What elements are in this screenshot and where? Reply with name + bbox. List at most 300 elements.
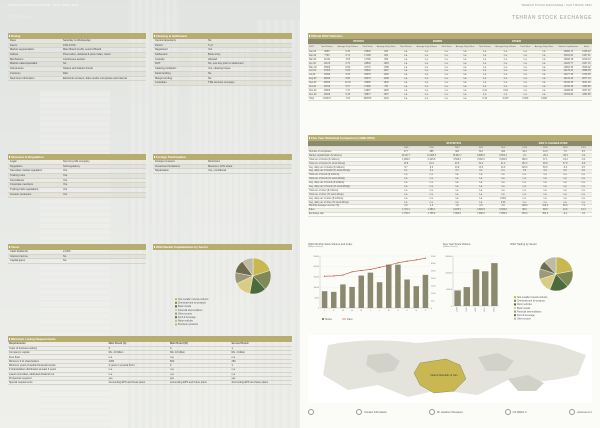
table-cell: n.a. bbox=[477, 93, 493, 97]
table-cell: 2,225.8 bbox=[419, 158, 445, 162]
table-cell: 12390 bbox=[319, 73, 335, 77]
table-cell: n.a. bbox=[393, 197, 419, 201]
table-cell: Jan-02 bbox=[308, 50, 319, 54]
table-cell: Jul-02 bbox=[308, 73, 319, 77]
table-cell: Total val. of other (% stock-M/cap) bbox=[308, 193, 393, 197]
table-cell: -8.8 bbox=[575, 162, 592, 166]
table-cell: 277 bbox=[393, 150, 419, 154]
table-cell: n.a. bbox=[532, 81, 556, 85]
table-cell: n.a. bbox=[575, 197, 592, 201]
item-value: Yes, clearing house bbox=[208, 67, 231, 71]
legend-label: Basic metals bbox=[178, 306, 192, 309]
table-cell: n.a. bbox=[393, 189, 419, 193]
item-label: Trading rules bbox=[10, 174, 26, 178]
table-cell: n.a. bbox=[493, 81, 519, 85]
bar bbox=[349, 287, 355, 308]
clearing-section bbox=[153, 33, 292, 86]
legend-swatch bbox=[175, 302, 177, 304]
table-cell: 12477.39 bbox=[556, 73, 581, 77]
item-value: 9:00-12:00 bbox=[63, 43, 76, 47]
item-value: Yes bbox=[63, 174, 68, 178]
item-label: Custodian bbox=[155, 81, 167, 85]
table-cell: 12.6 bbox=[556, 208, 575, 212]
five-year-volume-chart bbox=[443, 248, 503, 328]
table-cell: Dec-02 bbox=[308, 93, 319, 97]
foreign-rows bbox=[153, 160, 292, 174]
table-cell: 12.6 bbox=[535, 150, 556, 154]
table-cell: n.a. bbox=[444, 201, 470, 205]
table-cell: -38.3 bbox=[556, 154, 575, 158]
legend-label: Non-metallic mineral products bbox=[517, 297, 548, 299]
table-cell: 250 bbox=[231, 359, 292, 363]
item-value: Yes bbox=[63, 188, 68, 192]
column-header: Total Value bbox=[520, 46, 531, 48]
table-cell: n.a. bbox=[470, 197, 492, 201]
table-cell: -0.1 bbox=[575, 212, 592, 216]
table-cell: n.a. bbox=[440, 50, 453, 54]
table-cell: n.a. bbox=[453, 85, 477, 89]
table-cell: n.a. bbox=[398, 50, 414, 54]
table-cell: 16.0 bbox=[419, 162, 445, 166]
table-cell: Accounting EPS and future plans bbox=[231, 381, 292, 385]
legend-label: Chemicals and by-products bbox=[517, 300, 545, 303]
table-cell: 7,960.0 bbox=[444, 212, 470, 216]
table-cell: 13,908.6 bbox=[419, 154, 445, 158]
table-cell: 9,888.9 bbox=[470, 154, 492, 158]
table-cell: 0.1 bbox=[470, 169, 492, 173]
table-cell: 0.0 bbox=[556, 169, 575, 173]
table-cell: n.a. bbox=[231, 355, 292, 359]
table-cell: n.a. bbox=[556, 193, 575, 197]
table-cell: -29.2 bbox=[535, 154, 556, 158]
item-label: Market maker/specialist bbox=[10, 62, 38, 66]
table-cell: n.a. bbox=[440, 81, 453, 85]
market-cap-section bbox=[153, 244, 292, 331]
table-cell: n.a. bbox=[535, 189, 556, 193]
contact-name: Mr. Hashem Moussavi bbox=[436, 410, 463, 414]
table-cell: 5.27 bbox=[335, 85, 361, 89]
table-cell: 3041.06 bbox=[582, 82, 591, 85]
index-point bbox=[370, 269, 371, 270]
five-year-section bbox=[308, 135, 592, 217]
x-tick-label: J bbox=[379, 310, 381, 312]
table-cell: n.a. bbox=[532, 77, 556, 81]
table-cell: n.a. bbox=[493, 62, 519, 66]
table-cell: 0.02 bbox=[493, 89, 519, 93]
table-row bbox=[308, 212, 592, 216]
table-cell: n.a. bbox=[519, 54, 532, 58]
table-cell: n.a. bbox=[532, 54, 556, 58]
table-cell: 3.55 bbox=[335, 58, 361, 62]
item-label: Margin lending bbox=[155, 76, 173, 80]
legend-swatch bbox=[175, 323, 177, 325]
table-cell: 12706.50 bbox=[556, 85, 581, 89]
table-cell: n.a. bbox=[231, 372, 292, 376]
contact-name-item bbox=[429, 409, 463, 415]
table-cell: n.a. bbox=[453, 73, 477, 77]
map-label: Islamic Republic of Iran bbox=[430, 374, 458, 377]
column-header: Total Volume bbox=[399, 46, 412, 48]
y-tick-label: 5000 bbox=[314, 297, 319, 300]
item-label: Interest income bbox=[10, 254, 28, 258]
table-cell: n.a. bbox=[519, 89, 532, 93]
table-cell: 17000 bbox=[319, 69, 335, 73]
table-cell: n.a. bbox=[414, 81, 440, 85]
table-cell: n.a. bbox=[453, 69, 477, 73]
table-cell: 3 bbox=[108, 346, 169, 350]
table-cell: 14.4 bbox=[575, 208, 592, 212]
table-cell: n.a. bbox=[556, 181, 575, 185]
table-cell bbox=[556, 97, 581, 101]
table-cell: 0.0 bbox=[514, 169, 535, 173]
contact-web-link[interactable]: www.tse.or.ir bbox=[577, 410, 592, 414]
column-header: Main Board (B) bbox=[169, 342, 230, 346]
column-header: Total Volume bbox=[320, 46, 333, 48]
table-cell: 100.0 bbox=[535, 204, 556, 208]
table-cell: 8.65 bbox=[335, 66, 361, 70]
table-cell: 3,598.2 bbox=[444, 158, 470, 162]
table-cell: 0.0 bbox=[575, 169, 592, 173]
bar bbox=[377, 282, 383, 308]
table-cell: 12179.41 bbox=[556, 69, 581, 73]
table-cell: 1434 bbox=[374, 97, 398, 101]
table-cell: Apr-02 bbox=[308, 62, 319, 66]
chart-subtitle: (Million shares) bbox=[308, 246, 323, 248]
table-cell: Mar-02 bbox=[308, 58, 319, 62]
bar bbox=[464, 287, 470, 306]
item-value: Book entry bbox=[208, 53, 221, 57]
table-cell: Total bbox=[308, 97, 319, 101]
item-value: Price index, dividend & price index, return bbox=[63, 53, 111, 57]
table-cell: 8.80 bbox=[335, 77, 361, 81]
table-cell: 15,981.7 bbox=[444, 154, 470, 158]
table-cell: n.a. bbox=[440, 66, 453, 70]
table-cell: n.a. bbox=[419, 201, 445, 205]
column-header: Requirements bbox=[8, 342, 108, 346]
legend-label: Chemicals and by-products bbox=[178, 302, 206, 305]
index-point bbox=[406, 261, 407, 262]
table-cell: 1,781.1 bbox=[393, 208, 419, 212]
table-cell: n.a. bbox=[231, 368, 292, 372]
legend-swatch bbox=[514, 296, 516, 298]
table-cell: n.a. bbox=[398, 85, 414, 89]
table-cell: 14.8 bbox=[444, 166, 470, 170]
table-cell: 180.0 bbox=[514, 158, 535, 162]
y-tick-label: 0 bbox=[450, 305, 452, 308]
table-cell: n.a. bbox=[477, 81, 493, 85]
table-cell: n.a. bbox=[519, 77, 532, 81]
table-cell: # shareholders distribution at least 3 years bbox=[8, 368, 108, 372]
index-point bbox=[388, 265, 389, 266]
table-cell: n.a. bbox=[493, 58, 519, 62]
index-point bbox=[342, 274, 343, 275]
column-header: Average Daily Volume bbox=[493, 44, 519, 50]
index-point bbox=[361, 270, 362, 271]
x-tick-label: 2002 bbox=[493, 307, 496, 312]
table-cell: 23803 bbox=[361, 50, 374, 54]
table-cell: 12786 bbox=[361, 58, 374, 62]
official-stats-section bbox=[308, 33, 592, 101]
table-cell: 17198 bbox=[361, 54, 374, 58]
section-title: Five Year Statistical Comparison (1998-2002) bbox=[308, 135, 592, 141]
table-cell: n.a. bbox=[414, 73, 440, 77]
table-cell: n.a. bbox=[519, 73, 532, 77]
table-cell: n.a. bbox=[477, 54, 493, 58]
table-cell: 2,978.1 bbox=[444, 208, 470, 212]
table-cell: n.a. bbox=[535, 177, 556, 181]
table-cell: Exchange rate bbox=[308, 212, 393, 216]
table-cell: n.a. bbox=[492, 185, 514, 189]
item-label: Capital gains bbox=[10, 259, 25, 263]
table-cell: 16.2 bbox=[514, 150, 535, 154]
bar bbox=[322, 291, 328, 308]
list-item bbox=[153, 169, 292, 174]
legend-label: Financial intermediation bbox=[517, 311, 542, 314]
x-tick-label: 2000 bbox=[475, 307, 477, 312]
y2-tick-label: 3000 bbox=[431, 263, 436, 266]
list-item bbox=[153, 81, 292, 86]
table-cell: 3352.58 bbox=[582, 93, 591, 96]
section-title: Structure & Regulation bbox=[8, 154, 146, 160]
table-cell: 0.9 bbox=[393, 204, 419, 208]
table-cell: n.a. bbox=[398, 89, 414, 93]
table-cell: 2596.25 bbox=[582, 70, 591, 73]
table-cell: Total val. of stocks (% stock-M/cap) bbox=[308, 162, 393, 166]
table-cell: Special requirements bbox=[8, 381, 108, 385]
table-cell: 0.00 bbox=[492, 201, 514, 205]
table-cell: 9,853.4 bbox=[492, 154, 514, 158]
x-tick-label: J bbox=[324, 310, 326, 312]
taxes-section bbox=[8, 244, 146, 264]
table-cell: 2,929.9 bbox=[470, 208, 492, 212]
table-cell: 187.0 bbox=[514, 162, 535, 166]
table-cell: n.a. bbox=[532, 93, 556, 97]
item-label: Real time information bbox=[10, 76, 35, 80]
column-header: Total Value bbox=[362, 46, 373, 48]
column-header: Second Board bbox=[231, 342, 292, 346]
table-cell: 0.006 bbox=[532, 97, 556, 101]
group-header: OTHER bbox=[477, 39, 556, 44]
table-cell: 7.64 bbox=[335, 97, 361, 101]
table-cell: n.a. bbox=[556, 197, 575, 201]
item-value: Allowed bbox=[208, 57, 218, 61]
section-title: Taxes bbox=[8, 244, 146, 250]
table-cell: n.a. bbox=[440, 73, 453, 77]
table-cell: 2.5 bbox=[575, 150, 592, 154]
table-cell: 0.22 bbox=[477, 97, 493, 101]
x-tick-label: 1998 bbox=[456, 307, 459, 312]
legend-swatch bbox=[514, 314, 516, 316]
table-cell: n.a. bbox=[575, 189, 592, 193]
chart-subtitle: (Million shares) bbox=[443, 246, 458, 248]
table-cell: yes bbox=[169, 376, 230, 380]
logo-icon bbox=[308, 409, 314, 415]
table-cell: 50.5 bbox=[535, 166, 556, 170]
legend-swatch bbox=[322, 318, 324, 320]
table-cell: n.a. bbox=[532, 89, 556, 93]
table-cell: 1 bbox=[231, 346, 292, 350]
table-cell: 37.8 bbox=[556, 162, 575, 166]
table-cell: Index bbox=[308, 208, 393, 212]
table-cell: n.a. bbox=[398, 62, 414, 66]
globe-icon bbox=[569, 409, 575, 415]
y2-tick-label: 1000 bbox=[431, 292, 436, 295]
table-cell: Jun-02 bbox=[308, 69, 319, 73]
bar bbox=[404, 280, 410, 308]
table-cell: n.a. bbox=[535, 197, 556, 201]
table-cell: 15940 bbox=[319, 93, 335, 97]
table-cell: 2437.10 bbox=[582, 62, 591, 65]
table-cell: Accounting EPS and future plans bbox=[108, 381, 169, 385]
phone-icon bbox=[505, 409, 511, 415]
table-cell: 9.25 bbox=[335, 73, 361, 77]
legend-swatch bbox=[514, 303, 516, 305]
table-cell: n.a. bbox=[470, 181, 492, 185]
five-year-table bbox=[308, 141, 592, 217]
table-cell: n.a. bbox=[444, 181, 470, 185]
table-cell: 1383 bbox=[374, 62, 398, 66]
legend-swatch bbox=[514, 318, 516, 320]
table-cell: n.a. bbox=[575, 193, 592, 197]
table-cell: n.a. bbox=[419, 177, 445, 181]
table-cell: n.a. bbox=[444, 173, 470, 177]
table-cell: 0.0 bbox=[535, 169, 556, 173]
table-cell: 1537 bbox=[374, 93, 398, 97]
legend-label: Other sectors bbox=[178, 313, 192, 316]
item-label: Clearing institution bbox=[155, 67, 177, 71]
column-header: 2000 bbox=[444, 146, 470, 150]
column-header: Total Volume bbox=[478, 46, 491, 48]
table-cell: n.a. bbox=[414, 58, 440, 62]
table-cell: 27082 bbox=[361, 85, 374, 89]
five-year-volume-chart-box bbox=[443, 243, 503, 333]
table-cell: n.a. bbox=[453, 54, 477, 58]
region-map bbox=[308, 335, 592, 403]
item-value: No bbox=[63, 259, 67, 263]
table-cell: n.a. bbox=[440, 97, 453, 101]
taxes-rows bbox=[8, 250, 146, 264]
y2-tick-label: 3500 bbox=[431, 255, 436, 258]
table-cell: 30806 bbox=[361, 81, 374, 85]
table-cell: n.a. bbox=[514, 173, 535, 177]
x-tick-label: J bbox=[369, 310, 371, 312]
table-cell: n.a. bbox=[440, 77, 453, 81]
item-value: Main Board (A+B), second Board bbox=[63, 48, 102, 52]
table-cell: n.a. bbox=[493, 54, 519, 58]
item-value: No bbox=[208, 39, 212, 42]
table-cell: n.a. bbox=[453, 81, 477, 85]
trading-sector-chart-box bbox=[510, 243, 592, 333]
table-cell: Free float bbox=[8, 355, 108, 359]
market-cap-pie-chart bbox=[153, 250, 292, 330]
item-label: Mechanism bbox=[10, 57, 24, 61]
table-cell: n.a. bbox=[440, 85, 453, 89]
table-cell: 1,089.6 bbox=[393, 158, 419, 162]
table-cell: -15.2 bbox=[556, 158, 575, 162]
table-cell: 10120 bbox=[319, 62, 335, 66]
official-stats-table bbox=[308, 39, 592, 101]
table-cell: 68.8 bbox=[535, 208, 556, 212]
table-cell: n.a. bbox=[575, 173, 592, 177]
table-cell: 3,352.6 bbox=[492, 208, 514, 212]
group-header: STATISTICS bbox=[393, 141, 514, 146]
table-cell: n.a. bbox=[108, 355, 169, 359]
column-header: Market Capitalization bbox=[556, 44, 581, 50]
table-cell: n.a. bbox=[470, 201, 492, 205]
table-cell: Avg. daily val. of stocks ($ millions) bbox=[308, 166, 393, 170]
table-cell: n.a. bbox=[519, 66, 532, 70]
table-cell: 0.1 bbox=[419, 169, 445, 173]
table-cell: n.a. bbox=[532, 73, 556, 77]
table-cell bbox=[581, 97, 592, 101]
y-tick-label: 10000 bbox=[313, 287, 319, 289]
index-point bbox=[416, 259, 417, 260]
table-cell: Aug-02 bbox=[308, 77, 319, 81]
contact-web-item[interactable] bbox=[569, 409, 592, 415]
table-cell: n.a. bbox=[414, 66, 440, 70]
table-cell: 303 bbox=[444, 150, 470, 154]
legend-swatch bbox=[175, 316, 177, 318]
table-row bbox=[8, 381, 292, 385]
legend-swatch bbox=[514, 311, 516, 313]
table-cell: n.a. bbox=[493, 85, 519, 89]
table-cell: 34.0 bbox=[470, 162, 492, 166]
table-cell: n.a. bbox=[470, 173, 492, 177]
table-cell: n.a. bbox=[519, 93, 532, 97]
index-point bbox=[379, 267, 380, 268]
table-cell: n.a. bbox=[453, 50, 477, 54]
item-label: Central depository bbox=[155, 39, 177, 42]
section-title: Official 2002 Statistics bbox=[308, 33, 592, 39]
list-item bbox=[8, 193, 146, 198]
table-cell: 10506 bbox=[319, 89, 335, 93]
y2-tick-label: 500 bbox=[431, 300, 435, 303]
table-cell: Total val. of bonds (% stock-M/cap) bbox=[308, 177, 393, 181]
y-tick-label: 20000 bbox=[313, 266, 319, 269]
table-cell: n.a. bbox=[453, 93, 477, 97]
item-value: Non-for-profit company bbox=[63, 160, 90, 163]
page-title: TEHRAN bbox=[8, 15, 32, 21]
column-header: 1998 bbox=[514, 146, 535, 150]
item-label: Indices bbox=[10, 53, 19, 57]
table-cell: Monthly average turnover (%) bbox=[308, 204, 393, 208]
table-cell: 500 bbox=[169, 359, 230, 363]
legend-label: Basic metals bbox=[517, 307, 531, 310]
item-value: Maximum 10% share bbox=[208, 164, 233, 168]
table-cell: 7.6 bbox=[556, 150, 575, 154]
table-cell: 1000 bbox=[108, 359, 169, 363]
table-cell: n.a. bbox=[419, 189, 445, 193]
item-label: Instruments bbox=[10, 67, 24, 71]
table-cell: 34772 bbox=[361, 66, 374, 70]
table-cell: 145.6 bbox=[514, 166, 535, 170]
table-cell: n.a. bbox=[414, 62, 440, 66]
x-tick-label: 2001 bbox=[484, 307, 487, 312]
table-cell: 11634.64 bbox=[556, 54, 581, 58]
table-cell: 2877.13 bbox=[582, 78, 591, 81]
table-cell: n.a. bbox=[477, 69, 493, 73]
item-value: No bbox=[208, 71, 212, 75]
table-cell: 2.8 bbox=[470, 204, 492, 208]
table-cell: n.a. bbox=[556, 173, 575, 177]
legend-swatch bbox=[514, 300, 516, 302]
item-label: Investor protection bbox=[10, 192, 32, 196]
table-cell: 699 bbox=[374, 58, 398, 62]
table-cell: n.a. bbox=[556, 177, 575, 181]
list-item bbox=[8, 259, 146, 264]
table-cell: 7,960.0 bbox=[470, 212, 492, 216]
x-tick-label: A bbox=[388, 310, 390, 312]
